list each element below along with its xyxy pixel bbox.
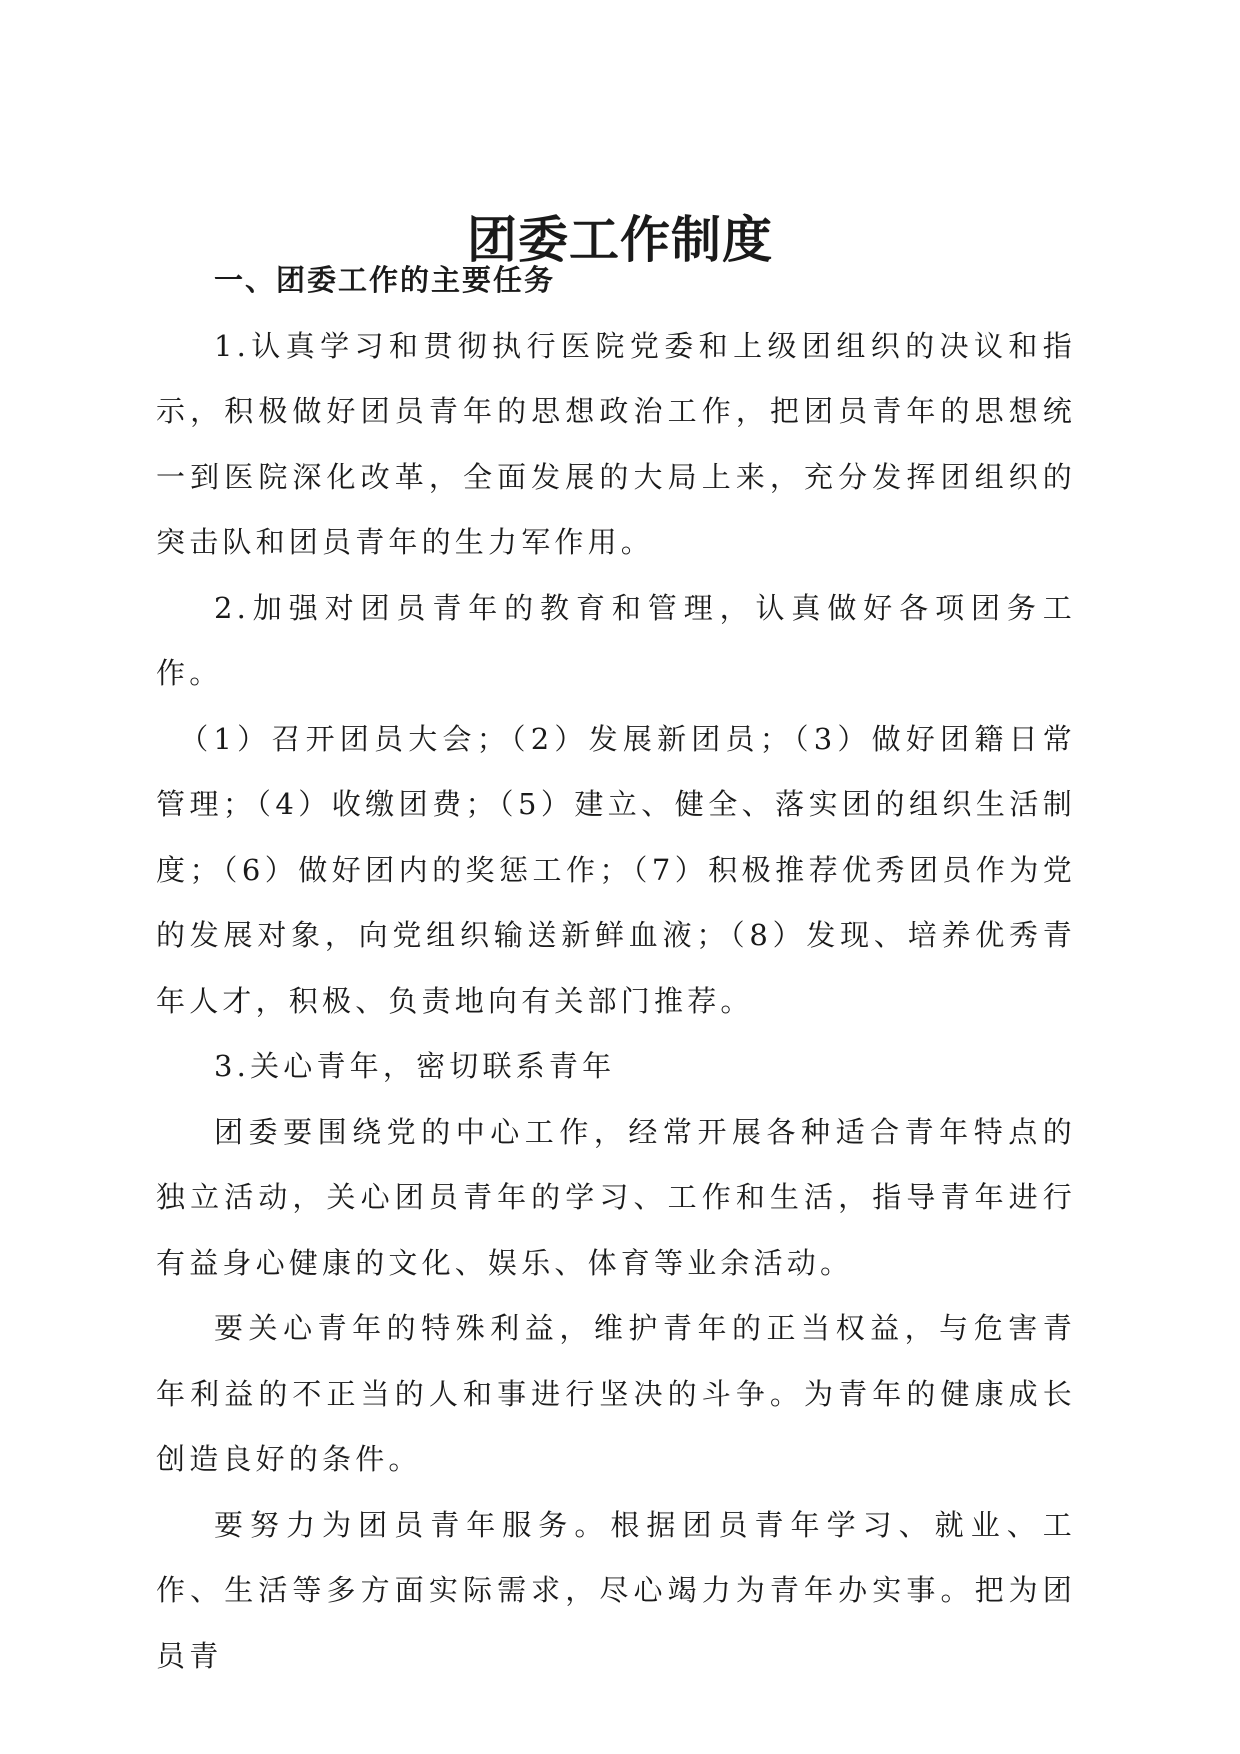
section-heading: 一、团委工作的主要任务: [214, 263, 556, 297]
paragraph-task-1: 1.认真学习和贯彻执行医院党委和上级团组织的决议和指示，积极做好团员青年的思想政治工作，把团员青年的思想统一到医院深化改革，全面发展的大局上来，充分发挥团组织的突击队和团员青年的生力军作用。: [156, 328, 1076, 559]
document-body: [156, 248, 1076, 1689]
paragraph-task-2-items: （1）召开团员大会；（2）发展新团员；（3）做好团籍日常管理；（4）收缴团费；（5）建立、健全、落实团的组织生活制度；（6）做好团内的奖惩工作；（7）积极推荐优秀团员作为党的发展对象，向党组织输送新鲜血液；（8）发现、培养优秀青年人才，积极、负责地向有关部门推荐。: [156, 721, 1076, 1018]
paragraph-activities: 团委要围绕党的中心工作，经常开展各种适合青年特点的独立活动，关心团员青年的学习、工作和生活，指导青年进行有益身心健康的文化、娱乐、体育等业余活动。: [156, 1114, 1076, 1280]
paragraph-task-2: 2.加强对团员青年的教育和管理，认真做好各项团务工作。: [156, 590, 1076, 690]
paragraph-interests: 要关心青年的特殊利益，维护青年的正当权益，与危害青年利益的不正当的人和事进行坚决的斗争。为青年的健康成长创造良好的条件。: [156, 1311, 1076, 1476]
document-title: 团委工作制度: [467, 209, 773, 269]
paragraph-task-3: 3.关心青年，密切联系青年: [214, 1049, 616, 1083]
paragraph-service: 要努力为团员青年服务。根据团员青年学习、就业、工作、生活等多方面实际需求，尽心竭力为青年办实事。把为团员青: [156, 1507, 1076, 1673]
